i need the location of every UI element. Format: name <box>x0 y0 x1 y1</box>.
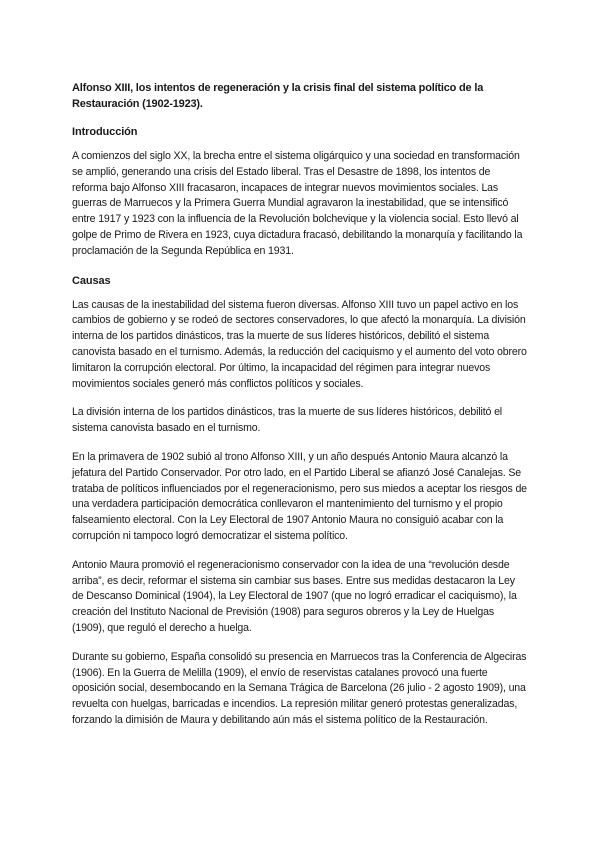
paragraph: Antonio Maura promovió el regeneracionismo conservador con la idea de una “revolución desde arriba”, es decir, reformar el sistema sin cambiar sus bases. Entre sus medidas destacaron la Ley de Descanso Dominical (1904), la Ley Electoral de 1907 (que no logró erradicar el caciquismo), la creación del Instituto Nacional de Previsión (1908) para seguros obreros y la Ley de Huelgas (1909), que reguló el derecho a huelga. <box>72 558 517 634</box>
paragraph: Las causas de la inestabilidad del sistema fueron diversas. Alfonso XIII tuvo un papel activo en los cambios de gobierno y se rodeó de sectores conservadores, lo que afectó la monarquía. La división interna de los partidos dinásticos, tras la muerte de sus líderes históricos, debilitó el sistema canovista basado en el turnismo. Además, la reducción del caciquismo y el aumento del voto obrero limitaron la corrupción electoral. Por último, la incapacidad del régimen para integrar nuevos movimientos sociales generó más conflictos políticos y sociales. <box>72 298 527 390</box>
paragraph: En la primavera de 1902 subió al trono Alfonso XIII, y un año después Antonio Maura alcanzó la jefatura del Partido Conservador. Por otro lado, en el Partido Liberal se afianzó José Canalejas. Se trataba de políticos influenciados por el regeneracionismo, pero sus miedos a aceptar los riesgos de una verdadera participación democrática conllevaron el mantenimiento del turnismo y el propio falseamiento electoral. Con la Ley Electoral de 1907 Antonio Maura no consiguió acabar con la corrupción ni tampoco logró democratizar el sistema político. <box>72 450 527 542</box>
paragraph: Durante su gobierno, España consolidó su presencia en Marruecos tras la Conferencia de Algeciras (1906). En la Guerra de Melilla (1909), el envío de reservistas catalanes provocó una fuerte oposición social, desembocando en la Semana Trágica de Barcelona (26 julio - 2 agosto 1909), una revuelta con huelgas, barricadas e incendios. La represión militar generó protestas generalizadas, forzando la dimisión de Maura y debilitando aún más el sistema político de la Restauración. <box>72 650 527 726</box>
section-heading: Introducción <box>72 126 138 138</box>
section-heading: Causas <box>72 274 111 287</box>
document-body <box>72 80 528 742</box>
paragraph: A comienzos del siglo XX, la brecha entre el sistema oligárquico y una sociedad en transformación se amplió, generando una crisis del Estado liberal. Tras el Desastre de 1898, los intentos de reforma bajo Alfonso XIII fracasaron, incapaces de integrar nuevos movimientos sociales. Las guerras de Marruecos y la Primera Guerra Mundial agravaron la inestabilidad, que se intensificó entre 1917 y 1923 con la influencia de la Revolución bolchevique y la violencia social. Esto llevó al golpe de Primo de Rivera en 1923, cuya dictadura fracasó, debilitando la monarquía y facilitando la proclamación de la Segunda República en 1931. <box>72 150 523 257</box>
section-introduccion <box>72 124 528 260</box>
section-causas <box>72 273 528 729</box>
paragraph: La división interna de los partidos dinásticos, tras la muerte de sus líderes históricos, debilitó el sistema canovista basado en el turnismo. <box>72 406 503 435</box>
document-title: Alfonso XIII, los intentos de regeneración y la crisis final del sistema político de la Restauración (1902-1923). <box>72 82 484 110</box>
